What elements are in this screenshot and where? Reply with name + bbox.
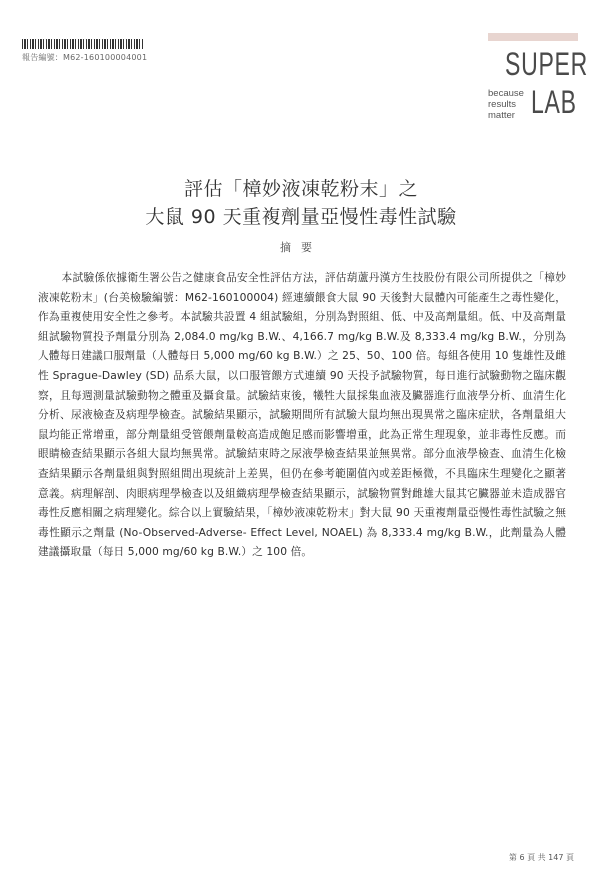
logo-tagline-line: because	[488, 88, 524, 99]
report-number: 報告編號：M62-160100004001	[22, 53, 148, 62]
logo-tagline-line: matter	[488, 110, 515, 121]
document-title-line2: 大鼠 90 天重複劑量亞慢性毒性試驗	[145, 206, 457, 228]
logo-tagline-line: results	[488, 99, 516, 110]
barcode	[22, 39, 144, 49]
logo-super-text: SUPER	[505, 46, 588, 82]
abstract-body: 本試驗係依據衛生署公告之健康食品安全性評估方法，評估葫蘆丹漢方生技股份有限公司所提供之「樟妙液凍乾粉末」(台美檢驗編號：M62-160100004) 經連續餵食大鼠 90 天後對大鼠體內可能產生之毒性變化，作為重複使用安全性之參考。本試驗共設置 4 組試驗組，分別為對照組、低、中及高劑量組。低、中及高劑量組試驗物質投予劑量分別為 2,084.0 mg/kg B.W.、4,166.7 mg/kg B.W.及 8,333.4 mg/kg B.W.，分別為人體每日建議口服劑量（人體每日 5,000 mg/60 kg B.W.）之 25、50、100 倍。每組各使用 10 隻雄性及雌性 Sprague-Dawley (SD) 品系大鼠，以口服管餵方式連續 90 天投予試驗物質，每日進行試驗動物之臨床觀察，且每週測量試驗動物之體重及攝食量。試驗結束後，犧牲大鼠採集血液及臟器進行血液學分析、血清生化分析、尿液檢查及病理學檢查。試驗結果顯示，試驗期間所有試驗大鼠均無出現異常之臨床症狀，各劑量組大鼠均能正常增重，部分劑量組受管餵劑量較高造成飽足感而影響增重，此為正常生理現象，並非毒性反應。而眼睛檢查結果顯示各組大鼠均無異常。試驗結束時之尿液學檢查結果並無異常。部分血液學檢查、血清生化檢查結果顯示各劑量組與對照組間出現統計上差異，但仍在參考範圍值內或差距極微，不具臨床生理變化之顯著意義。病理解剖、肉眼病理學檢查以及組織病理學檢查結果顯示，試驗物質對雌雄大鼠其它臟器並未造成器官毒性反應相關之病理變化。綜合以上實驗結果，「樟妙液凍乾粉末」對大鼠 90 天重複劑量亞慢性毒性試驗之無毒性顯示之劑量 (No-Observed-Adverse- Effect Level, NOAEL) 為 8,333.4 mg/kg B.W.，此劑量為人體建議攝取量（每日 5,000 mg/60 kg B.W.）之 100 倍。	[38, 271, 566, 559]
document-title-line1: 評估「樟妙液凍乾粉末」之	[183, 178, 418, 200]
abstract-heading: 摘要	[280, 241, 322, 254]
logo-accent-bar	[488, 33, 578, 41]
logo-lab-text: LAB	[531, 84, 577, 120]
page-number: 第 6 頁 共 147 頁	[508, 853, 574, 862]
